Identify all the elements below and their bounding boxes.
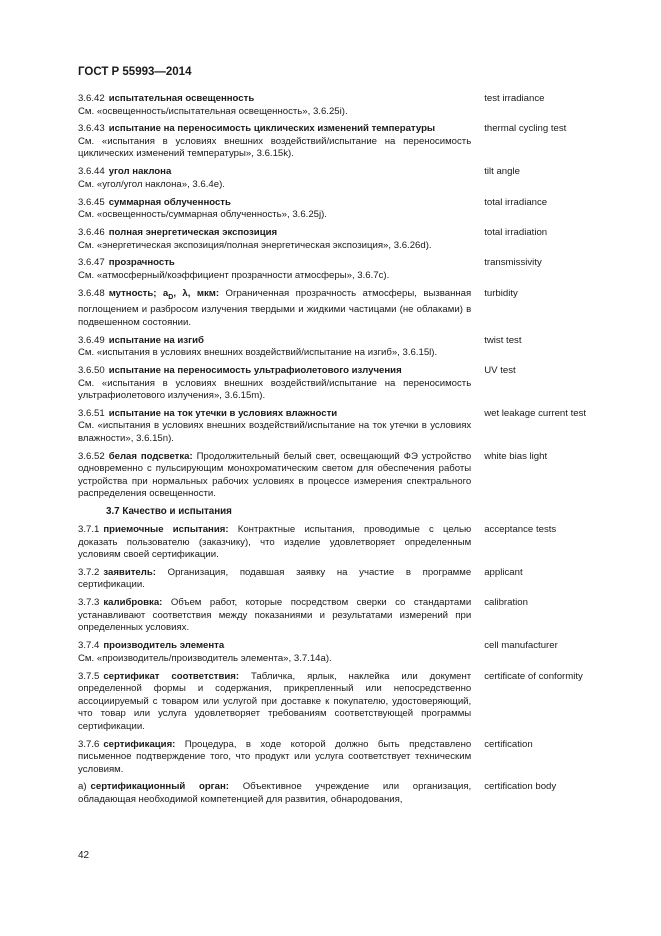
entry-english: total irradiation (484, 227, 548, 239)
entry-body: Ограниченная прозрачность атмосферы, вызванная поглощением и разбросом излучения твердыми и жидкими частицами (не облаками) в подвешенном состоянии. (78, 287, 472, 328)
entry-term: полная энергетическая экспозиция (108, 227, 278, 239)
entry-body: См. «испытания в условиях внешних воздействий/испытание на переносимость циклических изменений температуры», 3.6.15k). (78, 135, 472, 160)
entry-number: 3.7.2 (78, 566, 100, 578)
entry-3-6-50 (78, 365, 608, 403)
entry-term: испытание на переносимость ультрафиолетового излучения (108, 365, 402, 377)
entry-3-7-6 (78, 739, 608, 777)
entry-3-7-6-a (78, 781, 608, 806)
entry-english: calibration (484, 597, 528, 609)
entry-body: См. «атмосферный/коэффициент прозрачности атмосферы», 3.6.7с). (78, 269, 390, 281)
entry-body: См. «угол/угол наклона», 3.6.4е). (78, 178, 225, 190)
entry-3-6-52 (78, 451, 608, 501)
entry-3-6-48 (78, 288, 608, 329)
entry-body: См. «освещенность/испытательная освещенность», 3.6.25i). (78, 105, 348, 117)
entry-3-7-1 (78, 524, 608, 562)
entry-3-6-46 (78, 227, 608, 252)
page-number: 42 (78, 850, 90, 861)
entry-english: white bias light (484, 450, 548, 462)
entry-term: угол наклона (108, 166, 172, 178)
entry-body: См. «энергетическая экспозиция/полная энергетическая экспозиция», 3.6.26d). (78, 239, 432, 251)
entry-body: Продолжительный белый свет, освещающий ФЭ устройство одновременно с пульсирующим монохроматическим светом для обеспечения работы устройства при нормальных рабочих условиях в процессе измерения спектрального распределения освещенности. (78, 450, 472, 500)
entry-english: tilt angle (484, 166, 520, 178)
entry-body: Объективное учреждение или организация, обладающая необходимой компетенцией для развития, обнародования, (78, 781, 472, 805)
entry-number: 3.6.43 (78, 123, 105, 135)
entry-3-6-51 (78, 408, 608, 446)
entry-english: wet leakage current test (484, 407, 587, 419)
entry-english: total irradiance (484, 196, 548, 208)
entry-number: 3.7.3 (78, 597, 100, 609)
entry-english: thermal cycling test (484, 123, 567, 135)
entry-number: 3.7.5 (78, 670, 100, 682)
entry-term-subscript: D (168, 293, 174, 301)
entry-body: Табличка, ярлык, наклейка или документ определенной формы и содержания, прикрепленный или непосредственно ассоциируемый с товаром или услугой при доставке к покупателю, удостоверяющий, что товар или услуга удовлетворяет требованиям соответствующей программы сертификации. (78, 670, 472, 732)
entry-english: transmissivity (484, 257, 542, 269)
entry-term: испытательная освещенность (108, 93, 255, 104)
entry-term: испытание на ток утечки в условиях влажности (108, 407, 338, 419)
entry-english: acceptance tests (484, 524, 557, 536)
entry-3-6-47 (78, 257, 608, 282)
entry-body: См. «освещенность/суммарная облученность», 3.6.25j). (78, 209, 327, 221)
entry-3-7-5 (78, 671, 608, 734)
section-heading: 3.7 Качество и испытания (106, 506, 232, 518)
entry-3-6-44 (78, 166, 608, 191)
entry-english: certificate of conformity (484, 670, 583, 682)
entry-number: 3.6.45 (78, 196, 105, 208)
page-header: ГОСТ Р 55993—2014 (78, 66, 192, 78)
entry-english: cell manufacturer (484, 640, 558, 652)
entry-term: сертификация: (103, 738, 176, 750)
entry-number: 3.6.49 (78, 334, 105, 346)
entry-english: twist test (484, 334, 522, 346)
entry-number: 3.6.44 (78, 166, 105, 178)
entry-body: Контрактные испытания, проводимые с целью доказать пользователю (заказчику), что изделие удовлетворяет определенным условиям своей сертификации. (78, 524, 472, 561)
entry-number: 3.6.52 (78, 450, 105, 462)
entry-body: Процедура, в ходе которой должно быть представлено письменное подтверждение того, что продукт или услуга соответствует техническим условиям. (78, 738, 472, 775)
entry-3-7-4 (78, 640, 608, 665)
entry-number: 3.6.51 (78, 407, 105, 419)
entry-term: испытание на изгиб (108, 334, 204, 346)
entry-3-7-2 (78, 567, 608, 592)
entry-english: certification body (484, 781, 557, 793)
entry-term: мутность; a (108, 287, 169, 299)
entry-number: 3.7.4 (78, 640, 100, 652)
entry-english: turbidity (484, 287, 518, 299)
entry-number: 3.6.50 (78, 365, 105, 377)
entry-3-6-49 (78, 335, 608, 360)
entry-body: См. «испытания в условиях внешних воздействий/испытание на изгиб», 3.6.15l). (78, 347, 438, 359)
entry-english: certification (484, 738, 533, 750)
entry-3-6-42 (78, 93, 608, 118)
entry-3-7-3 (78, 597, 608, 635)
entry-body: См. «испытания в условиях внешних воздействий/испытание на переносимость ультрафиолетового излучения», 3.6.15m). (78, 377, 472, 402)
entry-number: 3.6.42 (78, 93, 105, 104)
entry-number: 3.6.46 (78, 227, 105, 239)
entry-number: 3.7.6 (78, 738, 100, 750)
entry-3-6-45 (78, 197, 608, 222)
entry-number: 3.6.48 (78, 287, 105, 299)
entry-term: калибровка: (103, 597, 163, 609)
entry-term: заявитель: (103, 566, 156, 578)
entry-body: Организация, подавшая заявку на участие в программе сертификации. (78, 566, 472, 591)
entry-term-suffix: , λ, мкм: (173, 287, 220, 299)
entry-english: test irradiance (484, 93, 545, 104)
entry-term: производитель элемента (103, 640, 225, 652)
entry-body: См. «испытания в условиях внешних воздействий/испытание на ток утечки в условиях влажности», 3.6.15n). (78, 420, 472, 444)
entry-english: UV test (484, 365, 516, 377)
glossary (78, 93, 608, 812)
entry-english: applicant (484, 566, 523, 578)
entry-term: суммарная облученность (108, 196, 231, 208)
section-heading-row (78, 506, 608, 519)
entry-term: испытание на переносимость циклических изменений температуры (108, 123, 436, 135)
entry-term: сертификат соответствия: (103, 670, 240, 682)
entry-term: белая подсветка: (108, 450, 193, 462)
entry-number: а) (78, 781, 87, 793)
entry-number: 3.6.47 (78, 257, 105, 269)
entry-3-6-43 (78, 123, 608, 161)
entry-body: Объем работ, которые посредством сверки со стандартами устанавливают соответствия между показаниями и результатами измерений при определенных условиях. (78, 597, 472, 634)
entry-term: прозрачность (108, 257, 175, 269)
entry-body: См. «производитель/производитель элемента», 3.7.14а). (78, 652, 332, 664)
entry-term: сертификационный орган: (90, 781, 230, 793)
entry-number: 3.7.1 (78, 524, 100, 536)
entry-term: приемочные испытания: (103, 524, 229, 536)
